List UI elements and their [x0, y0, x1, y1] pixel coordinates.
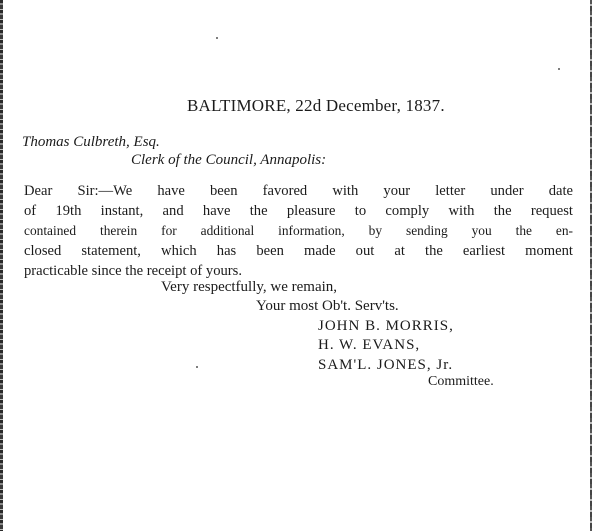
signatory-name: H. W. EVANS,	[318, 337, 421, 353]
letter-heading: BALTIMORE, 22d December, 1837.	[187, 96, 445, 115]
closing-salutation: Very respectfully, we remain,	[161, 279, 338, 295]
page-edge-right	[590, 0, 592, 531]
signatory-name: JOHN B. MORRIS,	[318, 318, 454, 334]
closing-complimentary: Your most Ob't. Serv'ts.	[256, 298, 399, 314]
body-line: Dear Sir:—We have been favored with your letter under date	[24, 183, 573, 199]
page-edge-left	[0, 0, 3, 531]
committee-label: Committee.	[428, 374, 494, 389]
ink-speck	[216, 37, 218, 39]
ink-speck	[196, 366, 198, 368]
body-line: practicable since the receipt of yours.	[24, 263, 242, 279]
addressee-title: Clerk of the Council, Annapolis:	[131, 152, 327, 168]
body-line: contained therein for additional information, by sending you the en-	[24, 223, 573, 238]
letter-body	[24, 181, 573, 281]
addressee-name: Thomas Culbreth, Esq.	[22, 134, 160, 150]
body-line: of 19th instant, and have the pleasure to comply with the request	[24, 203, 573, 219]
ink-speck	[558, 68, 560, 70]
signatory-name: SAM'L. JONES, Jr.	[318, 357, 454, 373]
body-line: closed statement, which has been made out at the earliest moment	[24, 243, 573, 259]
